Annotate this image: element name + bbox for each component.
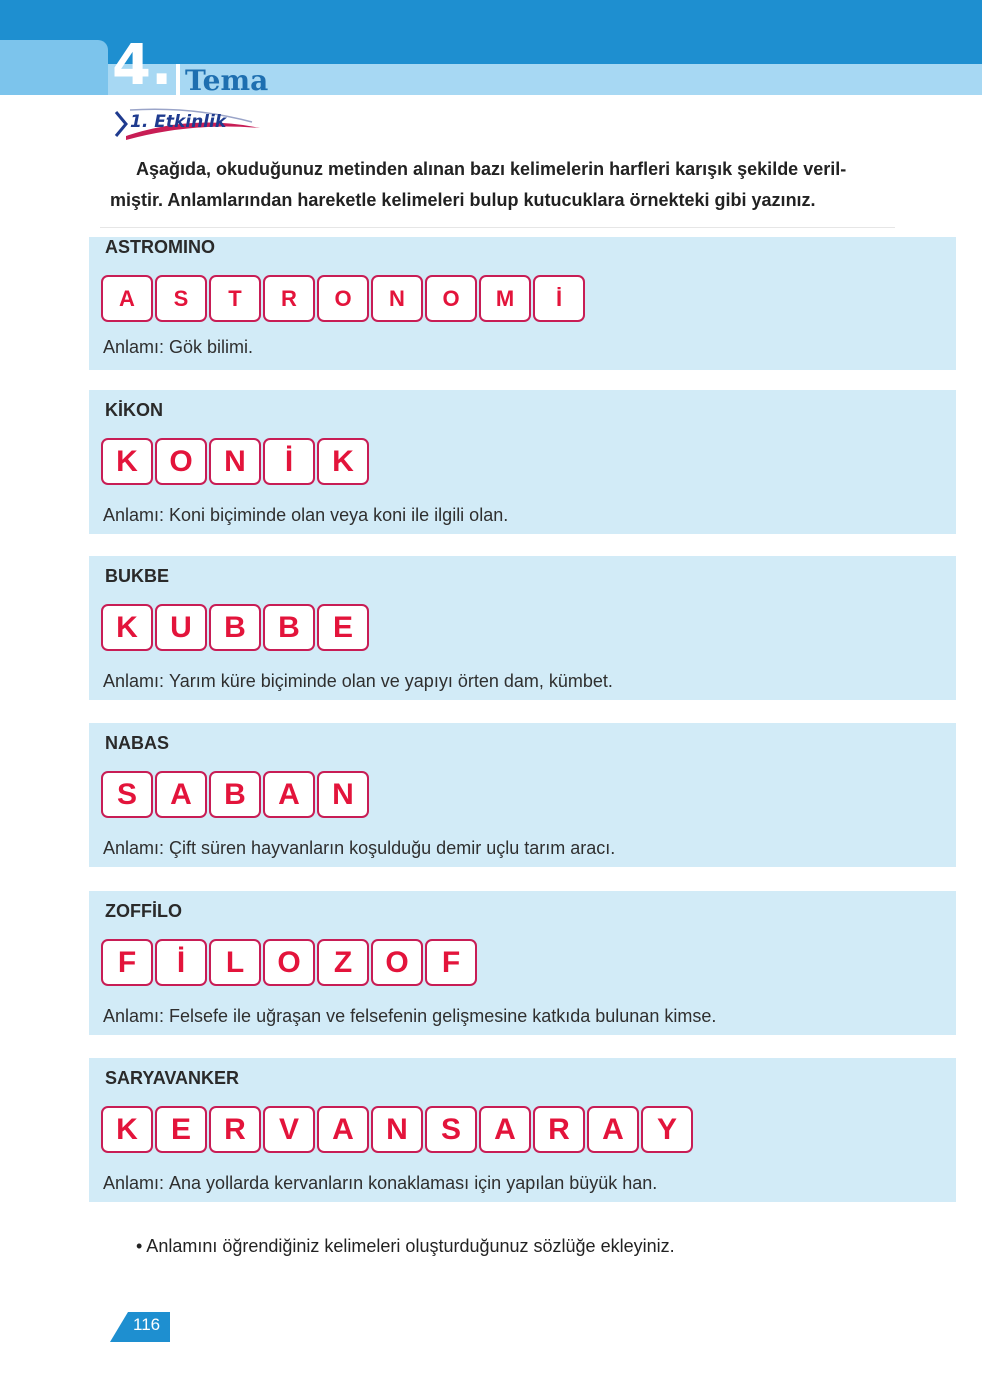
letter-box[interactable]: A [101,275,153,322]
letter-box[interactable]: K [317,438,369,485]
meaning-label: Anlamı: [103,838,165,858]
word-meaning [103,505,508,526]
meaning-label: Anlamı: [103,1173,165,1193]
instruction-line-1: Aşağıda, okuduğunuz metinden alınan bazı kelimelerin harfleri karışık şekilde veril- [136,159,847,179]
meaning-text: Ana yollarda kervanların konaklaması için yapılan büyük han. [169,1173,658,1193]
letter-box[interactable]: L [209,939,261,986]
unit-number: 4. [112,33,173,98]
letter-box[interactable]: O [155,438,207,485]
scrambled-word: BUKBE [105,566,170,586]
word-panel [89,390,956,534]
meaning-label: Anlamı: [103,337,165,357]
letter-box[interactable]: A [155,771,207,818]
letter-box[interactable]: R [263,275,315,322]
letter-box[interactable]: İ [533,275,585,322]
letter-box[interactable]: K [101,604,153,651]
word-meaning [103,838,615,859]
scrambled-word: SARYAVANKER [105,1068,240,1088]
letter-box[interactable]: N [371,1106,423,1153]
word-panel [89,1058,956,1202]
scrambled-word: NABAS [105,733,170,753]
meaning-label: Anlamı: [103,671,165,691]
instruction-line-2: miştir. Anlamlarından hareketle kelimeleri bulup kutucuklara örnekteki gibi yazınız. [110,190,816,210]
letter-box[interactable]: S [101,771,153,818]
letter-box[interactable]: O [317,275,369,322]
letter-box[interactable]: N [317,771,369,818]
scrambled-word: ZOFFİLO [105,901,182,921]
divider [100,227,895,228]
meaning-label: Anlamı: [103,1006,165,1026]
meaning-text: Yarım küre biçiminde olan ve yapıyı örten dam, kümbet. [169,671,613,691]
word-meaning [103,1006,716,1027]
word-panel [89,237,956,370]
header-tab [0,40,108,95]
word-panel [89,891,956,1035]
letter-box[interactable]: O [371,939,423,986]
letter-box[interactable]: A [317,1106,369,1153]
word-panel [89,556,956,700]
letter-box[interactable]: K [101,438,153,485]
letter-box[interactable]: A [263,771,315,818]
letter-box[interactable]: F [425,939,477,986]
letter-box[interactable]: İ [263,438,315,485]
letter-boxes [101,275,585,322]
letter-box[interactable]: E [155,1106,207,1153]
letter-box[interactable]: A [479,1106,531,1153]
letter-box[interactable]: V [263,1106,315,1153]
scrambled-word: KİKON [105,400,163,420]
letter-boxes [101,604,369,651]
letter-boxes [101,771,369,818]
instructions [110,154,910,216]
letter-box[interactable]: N [209,438,261,485]
letter-box[interactable]: F [101,939,153,986]
meaning-text: Felsefe ile uğraşan ve felsefenin gelişmesine katkıda bulunan kimse. [169,1006,717,1026]
letter-box[interactable]: N [371,275,423,322]
footer-note: • Anlamını öğrendiğiniz kelimeleri oluşturduğunuz sözlüğe ekleyiniz. [136,1236,675,1256]
meaning-text: Çift süren hayvanların koşulduğu demir uçlu tarım aracı. [169,838,616,858]
letter-box[interactable]: O [425,275,477,322]
letter-box[interactable]: R [209,1106,261,1153]
meaning-text: Koni biçiminde olan veya koni ile ilgili olan. [169,505,509,525]
letter-box[interactable]: O [263,939,315,986]
letter-boxes [101,1106,693,1153]
letter-boxes [101,438,369,485]
letter-box[interactable]: İ [155,939,207,986]
letter-box[interactable]: A [587,1106,639,1153]
page-number: 116 [133,1315,161,1334]
letter-box[interactable]: B [263,604,315,651]
letter-box[interactable]: T [209,275,261,322]
letter-boxes [101,939,477,986]
meaning-label: Anlamı: [103,505,165,525]
activity-label: 1. Etkinlik [130,112,227,132]
letter-box[interactable]: U [155,604,207,651]
letter-box[interactable]: S [155,275,207,322]
letter-box[interactable]: Y [641,1106,693,1153]
scrambled-word: ASTROMINO [105,237,215,257]
meaning-text: Gök bilimi. [169,337,254,357]
letter-box[interactable]: B [209,604,261,651]
unit-label-box [176,64,982,95]
letter-box[interactable]: S [425,1106,477,1153]
letter-box[interactable]: B [209,771,261,818]
unit-label: Tema [185,64,269,97]
letter-box[interactable]: K [101,1106,153,1153]
word-meaning [103,1173,657,1194]
letter-box[interactable]: E [317,604,369,651]
letter-box[interactable]: R [533,1106,585,1153]
letter-box[interactable]: M [479,275,531,322]
word-panel [89,723,956,867]
letter-box[interactable]: Z [317,939,369,986]
word-meaning [103,671,613,692]
word-meaning [103,337,253,358]
